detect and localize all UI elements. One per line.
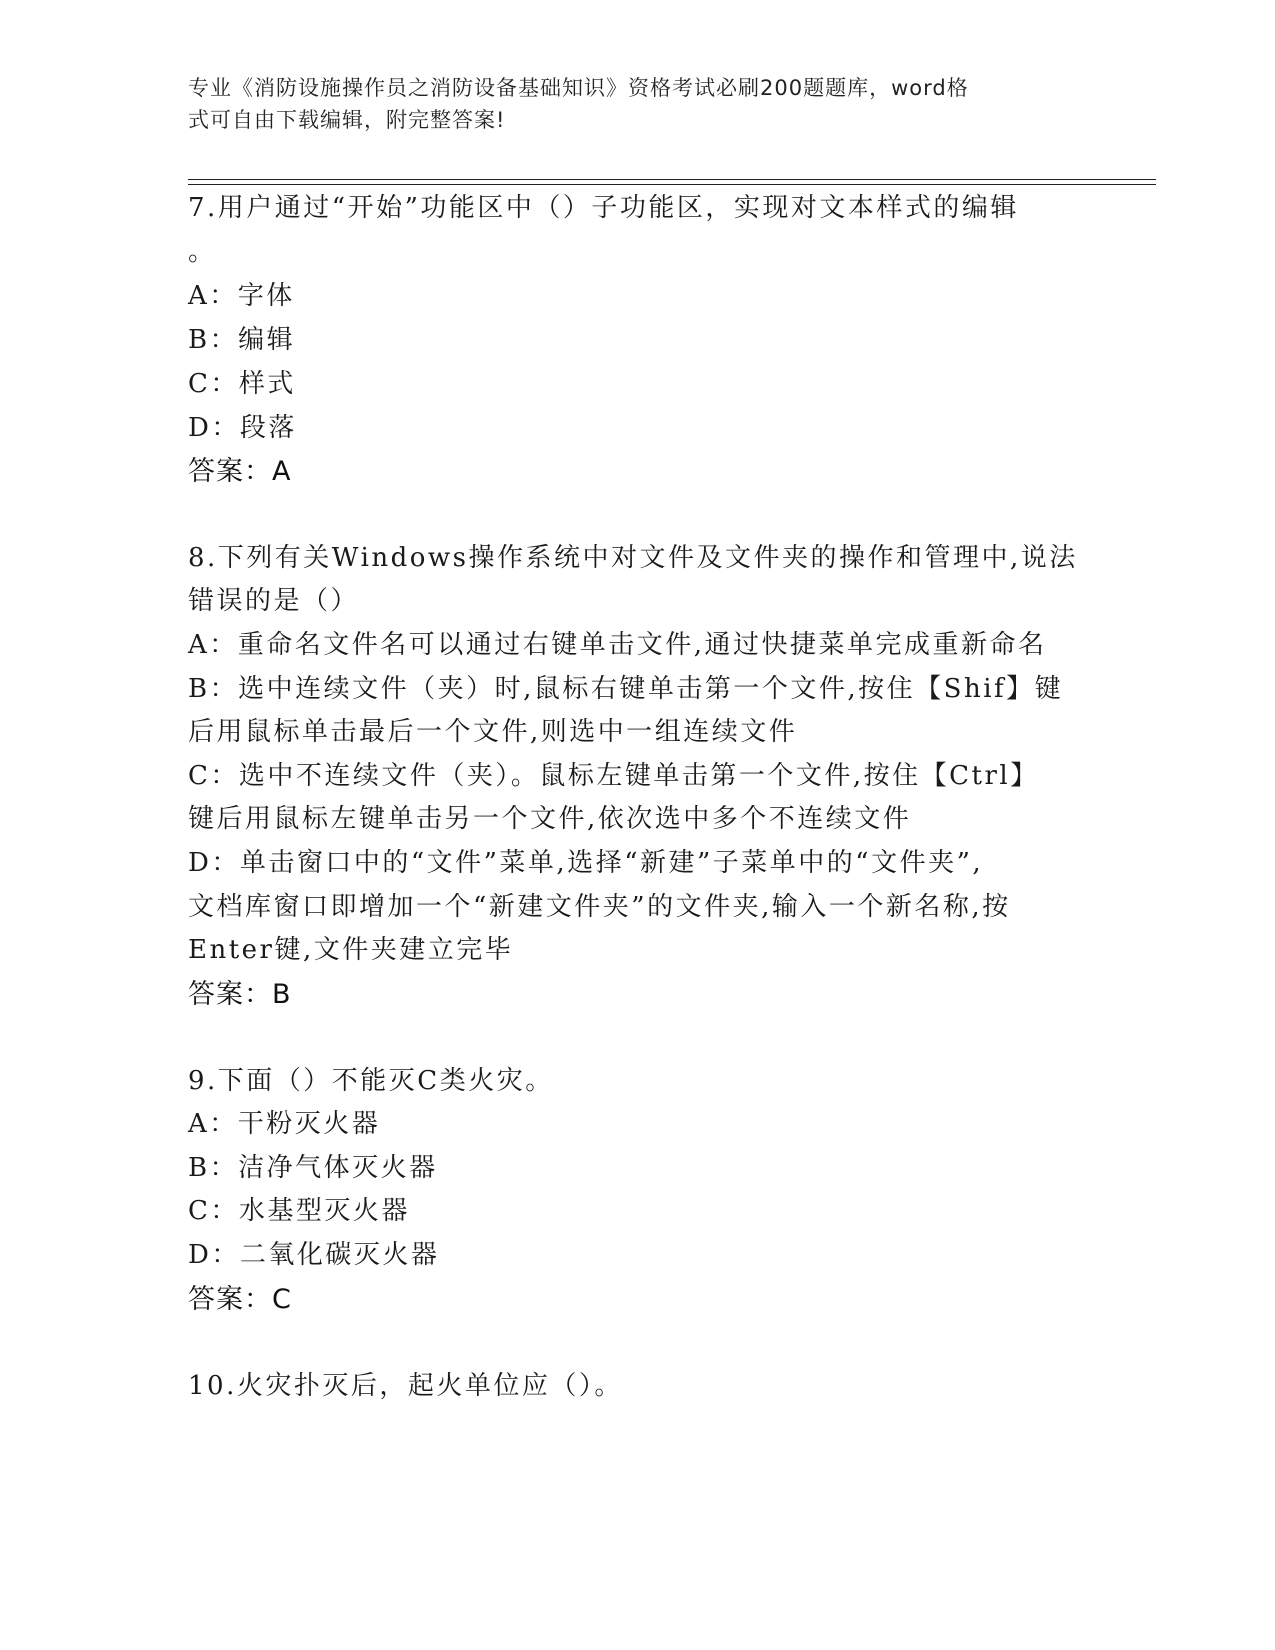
document-header <box>188 72 1088 136</box>
option-d: D：二氧化碳灭火器 <box>188 1240 440 1270</box>
question-text: 。 <box>188 237 217 267</box>
header-divider-bottom <box>188 184 1156 185</box>
answer: 答案：C <box>188 1284 292 1315</box>
option-b: B：洁净气体灭火器 <box>188 1153 438 1183</box>
question-text: 9.下面（）不能灭C类火灾。 <box>188 1066 554 1096</box>
option-d: D：段落 <box>188 413 297 443</box>
header-line-2: 式可自由下载编辑，附完整答案! <box>188 108 506 132</box>
option-d: D：单击窗口中的“文件”菜单,选择“新建”子菜单中的“文件夹”, <box>188 848 984 878</box>
question-text: 8.下列有关Windows操作系统中对文件及文件夹的操作和管理中,说法 <box>188 543 1078 573</box>
question-text: 错误的是（） <box>188 586 360 616</box>
option-b: B：编辑 <box>188 325 296 355</box>
option-c: C：样式 <box>188 369 296 399</box>
question-text: 10.火灾扑灭后，起火单位应（）。 <box>188 1371 623 1401</box>
answer: 答案：B <box>188 979 292 1010</box>
option-b: B：选中连续文件（夹）时,鼠标右键单击第一个文件,按住【Shif】键 <box>188 674 1064 704</box>
header-divider-top <box>188 179 1156 180</box>
header-line-1: 专业《消防设施操作员之消防设备基础知识》资格考试必刷200题题库，word格 <box>188 76 969 100</box>
option-d-continued: 文档库窗口即增加一个“新建文件夹”的文件夹,输入一个新名称,按 <box>188 892 1011 922</box>
option-b-continued: 后用鼠标单击最后一个文件,则选中一组连续文件 <box>188 717 798 747</box>
option-a: A：字体 <box>188 281 295 311</box>
option-d-continued: Enter键,文件夹建立完毕 <box>188 935 514 965</box>
question-text: 7.用户通过“开始”功能区中（）子功能区，实现对文本样式的编辑 <box>188 193 1019 223</box>
option-a: A：重命名文件名可以通过右键单击文件,通过快捷菜单完成重新命名 <box>188 630 1047 660</box>
option-a: A：干粉灭火器 <box>188 1109 381 1139</box>
option-c: C：水基型灭火器 <box>188 1196 410 1226</box>
option-c: C：选中不连续文件（夹）。鼠标左键单击第一个文件,按住【Ctrl】 <box>188 761 1039 791</box>
option-c-continued: 键后用鼠标左键单击另一个文件,依次选中多个不连续文件 <box>188 804 912 834</box>
answer: 答案：A <box>188 456 292 487</box>
